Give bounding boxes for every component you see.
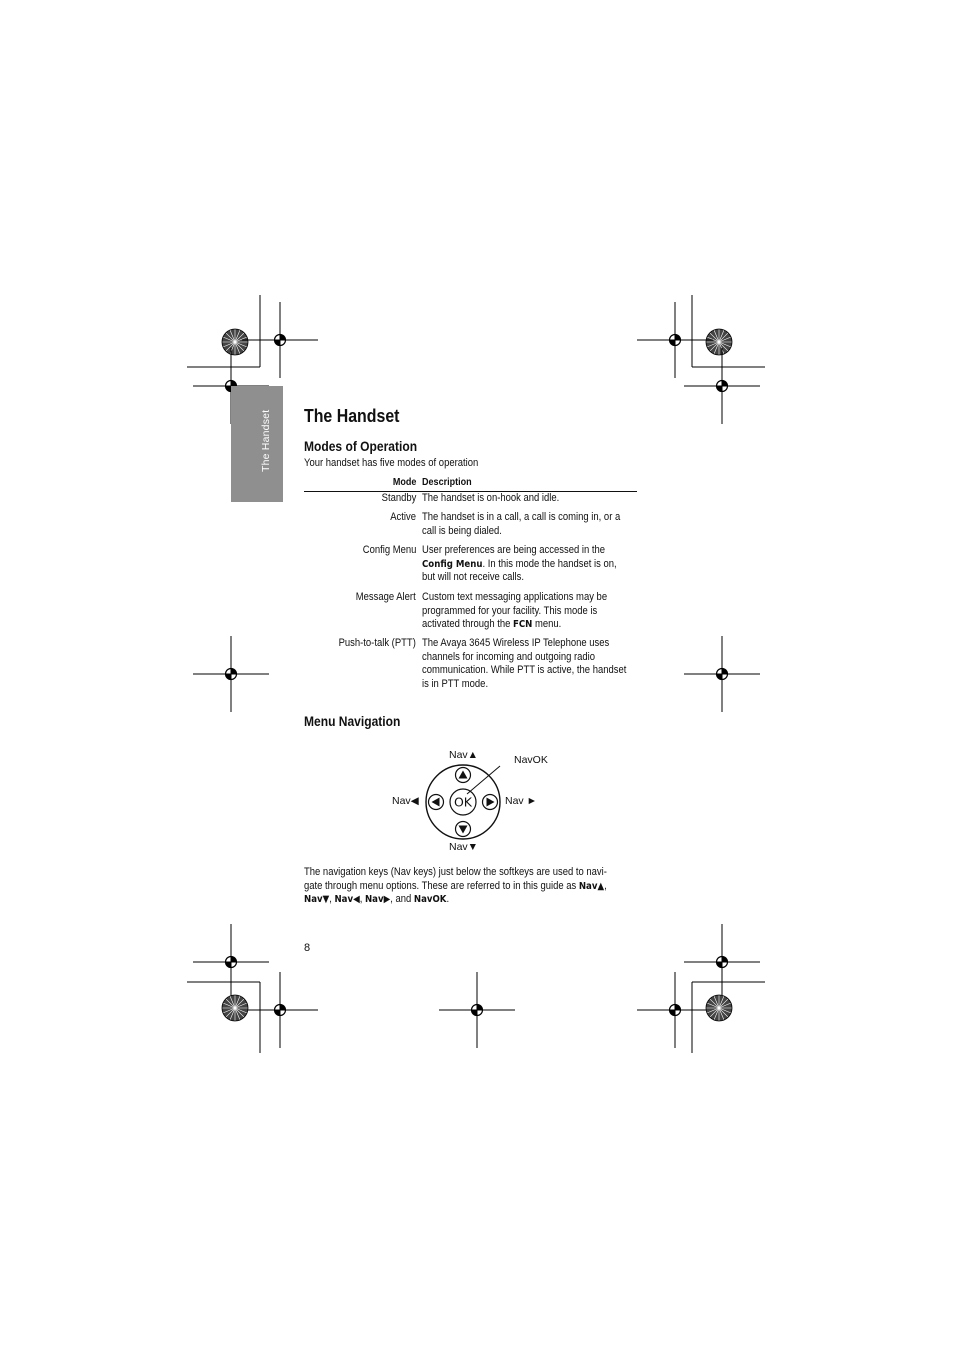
nav-keys-diagram (420, 760, 510, 850)
navok-callout-line (467, 766, 500, 794)
table-header (304, 475, 637, 492)
nav-left-key (429, 795, 444, 810)
star-target-mark (706, 995, 732, 1021)
nav-up-key (456, 768, 471, 783)
mode-cell: Active (390, 511, 416, 523)
registration-mark (439, 972, 515, 1048)
nav-up-label: Nav▲ (449, 749, 479, 761)
registration-mark (242, 972, 318, 1048)
nav-paragraph (304, 866, 607, 907)
description-cell: User preferences are being accessed in the Config Menu. In this mode the handset is on, but will not receive calls. (422, 544, 617, 584)
nav-right-label: Nav ► (505, 795, 537, 807)
paragraph-line: gate through menu options. These are referred to in this guide as Nav▲, (304, 879, 607, 892)
page-number: 8 (304, 942, 311, 954)
navok-label: NavOK (514, 754, 548, 766)
modes-table (304, 475, 637, 690)
nav-down-label: Nav▼ (449, 841, 479, 853)
registration-mark (684, 636, 760, 712)
star-target-mark (222, 995, 248, 1021)
paragraph-line: The navigation keys (Nav keys) just below the softkeys are used to navi- (304, 866, 607, 878)
star-target-mark (222, 329, 248, 355)
nav-left-label: Nav◀ (392, 795, 419, 807)
paragraph-line: Nav▼, Nav◀, Nav▶, and NavOK. (304, 893, 450, 906)
registration-mark (684, 348, 760, 424)
table-row (304, 492, 632, 506)
description-cell: The handset is in a call, a call is coming in, or a call is being dialed. (422, 511, 621, 537)
mode-cell: Standby (381, 492, 416, 504)
description-cell: The Avaya 3645 Wireless IP Telephone uses channels for incoming and outgoing radio communication. While PTT is active, the handset is in PTT mode. (422, 637, 627, 690)
registration-mark (637, 972, 713, 1048)
modes-intro: Your handset has five modes of operation (304, 457, 479, 469)
registration-mark (193, 636, 269, 712)
column-header-description: Description (422, 476, 472, 488)
config-menu-ui-label: Config Menu (422, 558, 483, 570)
registration-mark (193, 924, 269, 1000)
registration-mark (684, 924, 760, 1000)
chapter-side-tab-label: The Handset (260, 409, 272, 472)
page-title: The Handset (304, 405, 400, 426)
mode-cell: Config Menu (362, 544, 416, 556)
nav-right-key (483, 795, 498, 810)
ok-label: OK (453, 794, 473, 810)
mode-cell: Push-to-talk (PTT) (338, 637, 416, 649)
table-row (304, 511, 632, 538)
description-cell: Custom text messaging applications may be programmed for your facility. This mode is activated through the FCN menu. (422, 591, 608, 631)
nav-ok-key (450, 789, 476, 815)
table-row (304, 544, 632, 585)
table-row (304, 637, 632, 691)
description-cell: The handset is on-hook and idle. (422, 492, 560, 504)
mode-cell: Message Alert (356, 591, 416, 603)
section-title-modes: Modes of Operation (304, 438, 418, 454)
section-title-navigation: Menu Navigation (304, 713, 401, 729)
star-target-mark (706, 329, 732, 355)
fcn-ui-label: FCN (512, 619, 533, 631)
nav-down-key (456, 822, 471, 837)
chapter-side-tab (231, 386, 283, 502)
table-row (304, 591, 632, 632)
column-header-mode: Mode (392, 476, 416, 488)
